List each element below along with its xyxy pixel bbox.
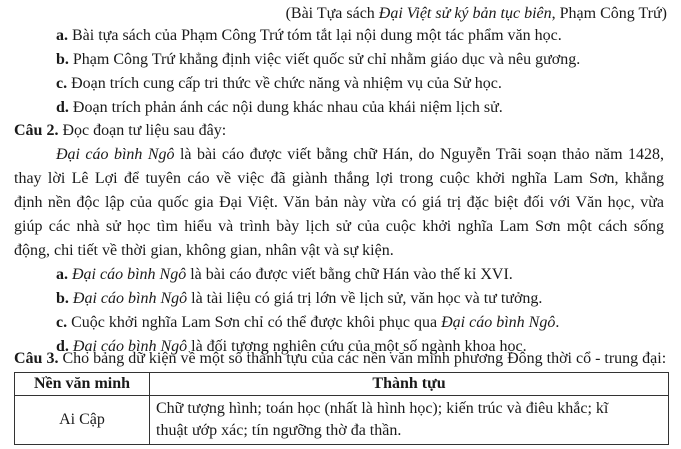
q2-option-a xyxy=(56,265,513,285)
q1-option-d xyxy=(56,98,503,118)
question-prompt: Đọc đoạn tư liệu sau đây: xyxy=(58,122,227,139)
option-text: là tài liệu có giá trị lớn về lịch sử, văn học và tư tưởng. xyxy=(187,290,543,307)
option-text: Bài tựa sách của Phạm Công Trứ tóm tắt lại nội dung một tác phẩm văn học. xyxy=(72,27,562,44)
option-letter: a. xyxy=(56,266,68,283)
source-citation xyxy=(286,4,667,24)
q2-heading xyxy=(14,121,226,141)
option-letter: b. xyxy=(56,290,69,307)
option-letter: d. xyxy=(56,338,69,355)
work-title: Đại cáo bình Ngô xyxy=(56,146,175,163)
option-letter: b. xyxy=(56,51,69,68)
option-letter: c. xyxy=(56,314,68,331)
achievements-line-2: thuật ướp xác; tín ngưỡng thờ đa thần. xyxy=(156,422,402,439)
q2-passage-line-2: thay lời Lê Lợi để tuyên cáo về việc đã giành thắng lợi trong cuộc khởi nghĩa Lam Sơn, khẳng xyxy=(14,170,664,187)
work-title: Đại cáo bình Ngô xyxy=(72,338,188,355)
question-label: Câu 3. xyxy=(14,350,59,367)
source-open: (Bài Tựa sách xyxy=(285,5,379,22)
q1-option-c xyxy=(56,74,502,94)
source-close: , Phạm Công Trứ) xyxy=(551,5,667,22)
table-header-row xyxy=(15,373,669,396)
work-title: Đại cáo bình Ngô xyxy=(72,266,187,283)
q1-option-a xyxy=(56,26,562,46)
option-text: Phạm Công Trứ khẳng định việc viết quốc sử chỉ nhằm giáo dục và nêu gương. xyxy=(72,51,581,68)
achievements-table xyxy=(14,372,669,445)
q2-passage-line-4: giúp các nhà sử học tìm hiểu và trình bày lịch sử của cuộc khởi nghĩa Lam Sơn một cách sống xyxy=(14,218,664,235)
option-text: Cuộc khởi nghĩa Lam Sơn chỉ có thể được khôi phục qua xyxy=(67,314,442,331)
option-text: Đoạn trích cung cấp tri thức về chức năng và nhiệm vụ của Sử học. xyxy=(71,75,502,92)
option-text: là bài cáo được viết bằng chữ Hán vào thế kỉ XVI. xyxy=(186,266,513,283)
table-header-cell: Nền văn minh xyxy=(15,373,150,396)
work-title: Đại cáo bình Ngô xyxy=(441,314,556,331)
q2-option-b xyxy=(56,289,542,309)
q1-option-b xyxy=(56,50,580,70)
option-letter: d. xyxy=(56,99,69,116)
achievements-line-1: Chữ tượng hình; toán học (nhất là hình học); kiến trúc và điêu khắc; kĩ xyxy=(156,400,609,417)
option-text: Đoạn trích phản ánh các nội dung khác nhau của khái niệm lịch sử. xyxy=(72,99,503,116)
q2-passage-line-1: Đại cáo bình Ngô là bài cáo được viết bằng chữ Hán, do Nguyễn Trãi soạn thảo năm 1428, xyxy=(56,146,664,163)
q2-option-c: c. Cuộc khởi nghĩa Lam Sơn chỉ có thể được khôi phục qua Đại cáo bình Ngô. xyxy=(56,314,560,331)
question-prompt: Cho bảng dữ kiện về một số thành tựu của các nền văn minh phương Đông thời cổ - trung đại: xyxy=(58,350,667,367)
q2-passage-line-3: định nền độc lập của quốc gia Đại Việt. Văn bản này vừa có giá trị đặc biệt đối với Văn học, vừa xyxy=(14,194,664,211)
question-label: Câu 2. xyxy=(14,122,59,139)
option-text: là đối tượng nghiên cứu của một số ngành khoa học. xyxy=(187,338,527,355)
option-letter: a. xyxy=(56,27,68,44)
table-cell-achievements xyxy=(150,396,669,445)
source-title: Đại Việt sử ký bản tục biên xyxy=(378,5,552,22)
table-cell-civilization: Ai Cập xyxy=(15,396,150,445)
option-letter: c. xyxy=(56,75,68,92)
q2-passage-line-5: động, chi tiết về thời gian, không gian, nhân vật và sự kiện. xyxy=(14,242,394,259)
table-header-cell: Thành tựu xyxy=(150,373,669,396)
table-row xyxy=(15,396,669,445)
work-title: Đại cáo bình Ngô xyxy=(72,290,188,307)
q3-heading xyxy=(14,349,666,369)
